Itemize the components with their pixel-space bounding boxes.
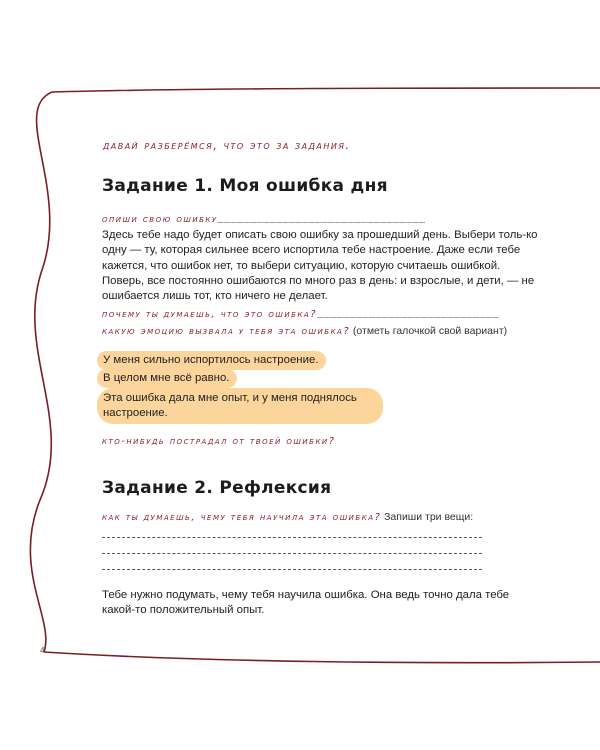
frame-wavy-left-line (30, 92, 52, 652)
lesson-answer-line-3[interactable] (102, 569, 482, 570)
frame-top-line (52, 88, 600, 92)
lesson-note: Запиши три вещи: (384, 511, 474, 523)
frame-bottom-line (44, 652, 600, 663)
lesson-answer-line-1[interactable] (102, 537, 482, 538)
page-number: 4 (40, 646, 45, 655)
lesson-prompt: как ты думаешь, чему тебя научила эта ошибка? (102, 512, 382, 523)
describe-answer-line[interactable]: ________________________________ (217, 215, 426, 226)
why-answer-line[interactable]: ____________________________ (317, 310, 500, 321)
emotion-option-1[interactable]: У меня сильно испортилось настроение. (97, 351, 326, 370)
task2-title: Задание 2. Рефлексия (102, 478, 332, 498)
task2-closing: Тебе нужно подумать, чему тебя научила ошибка. Она ведь точно дала тебе какой-то положительный опыт. (102, 589, 510, 617)
describe-prompt: опиши свою ошибку (102, 214, 218, 225)
emotion-note: (отметь галочкой свой вариант) (352, 325, 508, 337)
harm-prompt: кто-нибудь пострадал от твоей ошибки? (102, 436, 336, 447)
describe-row (102, 214, 426, 226)
emotion-prompt: какую эмоцию вызвала у тебя эта ошибка? (102, 326, 351, 337)
lesson-row (102, 511, 473, 523)
task1-description: Здесь тебе надо будет описать свою ошибку за прошедший день. Выбери толь-ко одну — ту, которая сильнее всего испортила тебе настроение. Даже если тебе кажется, что ошибок нет, то выбери ситуацию, которую считаешь ошибкой. Поверь, все постоянно ошибаются по много раз в день: и взрослые, и дети, — не ошибается лишь тот, кто ничего не делает. (102, 229, 538, 303)
why-row (102, 309, 499, 321)
intro-heading: давай разберёмся, что это за задания. (103, 138, 351, 152)
lesson-answer-line-2[interactable] (102, 553, 482, 554)
emotion-option-3[interactable]: Эта ошибка дала мне опыт, и у меня поднялось настроение. (97, 388, 383, 424)
why-prompt: почему ты думаешь, что это ошибка? (102, 309, 318, 320)
emotion-option-2[interactable]: В целом мне всё равно. (97, 369, 237, 388)
task1-title: Задание 1. Моя ошибка дня (102, 176, 388, 196)
emotion-row (102, 325, 507, 337)
